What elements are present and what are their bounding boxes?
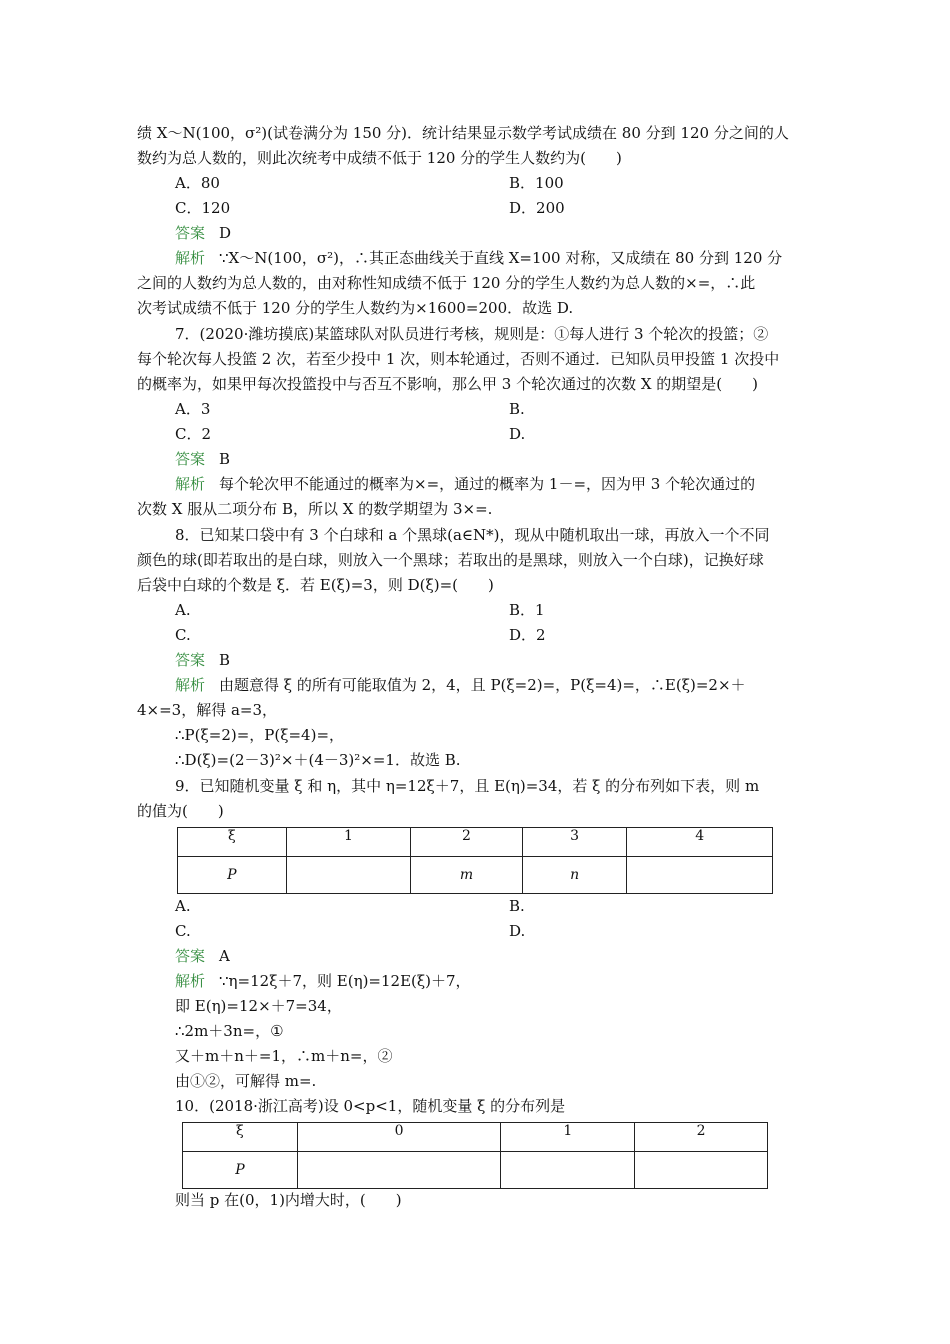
table-cell: m xyxy=(411,857,523,894)
table-cell: ξ xyxy=(178,828,287,857)
q6-answer xyxy=(175,221,855,245)
q7-answer xyxy=(175,447,855,471)
q8-answer xyxy=(175,648,855,672)
table-cell: P xyxy=(178,857,287,894)
analysis-text: ∵X～N(100，σ²)，∴其正态曲线关于直线 X=100 对称，又成绩在 80 分到 120 分 xyxy=(219,249,783,267)
q9-answer xyxy=(175,944,855,968)
q9-analysis-line-3: ∴2m＋3n=，① xyxy=(175,1022,284,1040)
analysis-label: 解析 xyxy=(175,475,206,493)
answer-label: 答案 xyxy=(175,947,206,965)
table-cell xyxy=(627,857,773,894)
q10-distribution-table xyxy=(182,1122,768,1189)
q7-stem-line-1: 7．(2020·潍坊摸底)某篮球队对队员进行考核，规则是：①每人进行 3 个轮次的投篮；② xyxy=(175,325,769,343)
q9-stem-line-1: 9．已知随机变量 ξ 和 η，其中 η=12ξ＋7，且 E(η)=34，若 ξ 的分布列如下表，则 m xyxy=(175,777,760,795)
analysis-label: 解析 xyxy=(175,972,206,990)
q6-analysis-line-2: 之间的人数约为总人数的，由对称性知成绩不低于 120 分的学生人数约为总人数的×=，∴此 xyxy=(137,274,756,292)
q9-option-d: D. xyxy=(509,922,526,940)
q7-option-d: D. xyxy=(509,425,526,443)
table-cell: P xyxy=(183,1152,298,1189)
answer-label: 答案 xyxy=(175,224,206,242)
analysis-label: 解析 xyxy=(175,249,206,267)
q10-stem-line-2: 则当 p 在(0，1)内增大时，( ) xyxy=(175,1191,402,1209)
table-cell: 4 xyxy=(627,828,773,857)
q6-option-d: D．200 xyxy=(509,199,565,217)
q8-option-a: A. xyxy=(175,601,191,619)
q8-analysis-line-2: 4×=3，解得 a=3， xyxy=(137,701,278,719)
answer-label: 答案 xyxy=(175,651,206,669)
table-row xyxy=(183,1123,768,1152)
q8-stem-line-2: 颜色的球(即若取出的是白球，则放入一个黑球；若取出的是黑球，则放入一个白球)，记换好球 xyxy=(137,551,764,569)
table-cell: ξ xyxy=(183,1123,298,1152)
table-cell xyxy=(286,857,411,894)
table-cell: 2 xyxy=(635,1123,768,1152)
q7-option-c: C．2 xyxy=(175,425,212,443)
q7-stem-line-3: 的概率为，如果甲每次投篮投中与否互不影响，那么甲 3 个轮次通过的次数 X 的期望是( ) xyxy=(137,375,759,393)
q8-stem-line-1: 8．已知某口袋中有 3 个白球和 a 个黑球(a∈N*)，现从中随机取出一球，再放入一个不同 xyxy=(175,526,770,544)
q8-option-c: C. xyxy=(175,626,191,644)
q7-stem-line-2: 每个轮次每人投篮 2 次，若至少投中 1 次，则本轮通过，否则不通过．已知队员甲投篮 1 次投中 xyxy=(137,350,780,368)
table-cell xyxy=(635,1152,768,1189)
answer-value: B xyxy=(219,651,231,669)
answer-value: A xyxy=(219,947,230,965)
table-cell xyxy=(501,1152,635,1189)
table-cell: 0 xyxy=(297,1123,501,1152)
q6-option-c: C．120 xyxy=(175,199,231,217)
q6-stem-line-1: 绩 X～N(100，σ²)(试卷满分为 150 分)．统计结果显示数学考试成绩在 80 分到 120 分之间的人 xyxy=(137,124,789,142)
analysis-label: 解析 xyxy=(175,676,206,694)
q8-stem-line-3: 后袋中白球的个数是 ξ．若 E(ξ)=3，则 D(ξ)=( ) xyxy=(137,576,494,594)
q9-option-b: B. xyxy=(509,897,525,915)
q6-option-a: A．80 xyxy=(175,174,220,192)
q6-option-b: B．100 xyxy=(509,174,564,192)
q9-analysis-line-5: 由①②，可解得 m=. xyxy=(175,1072,317,1090)
q8-analysis-line-1 xyxy=(175,673,855,697)
q7-analysis-line-2: 次数 X 服从二项分布 B，所以 X 的数学期望为 3×=. xyxy=(137,500,493,518)
q9-option-a: A. xyxy=(175,897,191,915)
analysis-text: 每个轮次甲不能通过的概率为×=，通过的概率为 1－=，因为甲 3 个轮次通过的 xyxy=(219,475,756,493)
answer-value: D xyxy=(219,224,232,242)
table-cell: 1 xyxy=(501,1123,635,1152)
table-row xyxy=(183,1152,768,1189)
q8-option-b: B．1 xyxy=(509,601,545,619)
table-cell: 2 xyxy=(411,828,523,857)
table-row xyxy=(178,828,773,857)
q8-analysis-line-3: ∴P(ξ=2)=，P(ξ=4)=， xyxy=(175,726,345,744)
q9-analysis-line-2: 即 E(η)=12×＋7=34， xyxy=(175,997,342,1015)
q6-analysis-line-3: 次考试成绩不低于 120 分的学生人数约为×1600=200．故选 D. xyxy=(137,299,574,317)
table-cell: 3 xyxy=(522,828,627,857)
q7-option-a: A．3 xyxy=(175,400,211,418)
answer-value: B xyxy=(219,450,231,468)
q9-option-c: C. xyxy=(175,922,191,940)
q8-analysis-line-4: ∴D(ξ)=(2－3)²×＋(4－3)²×=1．故选 B. xyxy=(175,751,461,769)
answer-label: 答案 xyxy=(175,450,206,468)
q9-analysis-line-4: 又＋m＋n＋=1，∴m＋n=，② xyxy=(175,1047,393,1065)
q8-option-d: D．2 xyxy=(509,626,546,644)
q9-analysis-line-1 xyxy=(175,969,855,993)
analysis-text: 由题意得 ξ 的所有可能取值为 2，4，且 P(ξ=2)=，P(ξ=4)=，∴E(ξ)=2×＋ xyxy=(219,676,746,694)
q6-analysis-line-1 xyxy=(175,246,855,270)
table-row xyxy=(178,857,773,894)
q9-stem-line-2: 的值为( ) xyxy=(137,802,224,820)
analysis-text: ∵η=12ξ＋7，则 E(η)=12E(ξ)＋7， xyxy=(219,972,471,990)
q9-distribution-table xyxy=(177,827,773,894)
table-cell: 1 xyxy=(286,828,411,857)
q10-stem-line-1: 10．(2018·浙江高考)设 0<p<1，随机变量 ξ 的分布列是 xyxy=(175,1097,566,1115)
q6-stem-line-2: 数约为总人数的，则此次统考中成绩不低于 120 分的学生人数约为( ) xyxy=(137,149,622,167)
table-cell xyxy=(297,1152,501,1189)
q7-analysis-line-1 xyxy=(175,472,855,496)
q7-option-b: B. xyxy=(509,400,525,418)
table-cell: n xyxy=(522,857,627,894)
